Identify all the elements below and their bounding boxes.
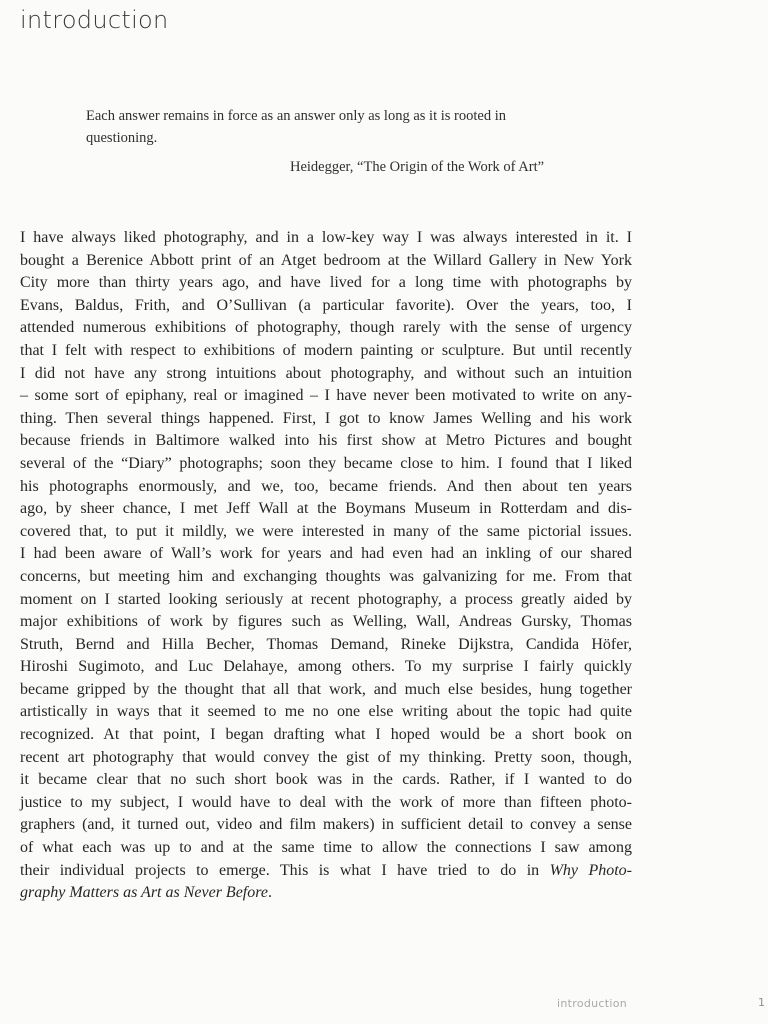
body-line: of what each was up to and at the same time to allow the connections I saw among xyxy=(20,839,632,857)
page-number: 1 xyxy=(758,996,765,1009)
body-line: moment on I started looking seriously at recent photography, a process greatly aided by xyxy=(20,590,632,608)
body-line: Hiroshi Sugimoto, and Luc Delahaye, among others. To my surprise I fairly quickly xyxy=(20,658,632,676)
book-title-text: graphy Matters as Art as Never Before xyxy=(20,884,268,902)
body-line xyxy=(20,882,632,905)
body-line: I have always liked photography, and in a low-key way I was always interested in it. I xyxy=(20,229,632,246)
running-head: introduction xyxy=(557,997,628,1010)
body-paragraph xyxy=(20,227,632,905)
body-line: thing. Then several things happened. First, I got to know James Welling and his work xyxy=(20,409,632,427)
body-line: his photographs enormously, and we, too, became friends. And then about ten years xyxy=(20,477,632,495)
chapter-title: introduction xyxy=(20,6,169,34)
body-line: several of the “Diary” photographs; soon they became close to him. I found that I liked xyxy=(20,454,632,472)
body-line: major exhibitions of work by figures such as Welling, Wall, Andreas Gursky, Thomas xyxy=(20,613,632,631)
body-line: because friends in Baltimore walked into his first show at Metro Pictures and bought xyxy=(20,432,632,450)
body-line: City more than thirty years ago, and have lived for a long time with photographs by xyxy=(20,274,632,292)
body-line: graphers (and, it turned out, video and film makers) in sufficient detail to convey a sense xyxy=(20,816,632,834)
body-line: Evans, Baldus, Frith, and O’Sullivan (a particular favorite). Over the years, too, I xyxy=(20,296,632,314)
body-line: became gripped by the thought that all that work, and much else besides, hung together xyxy=(20,680,632,698)
body-line: I did not have any strong intuitions about photography, and without such an intuition xyxy=(20,364,632,382)
body-line: artistically in ways that it seemed to me no one else writing about the topic had quite xyxy=(20,703,632,721)
book-title-text: Why Photo- xyxy=(549,861,632,879)
body-line: it became clear that no such short book was in the cards. Rather, if I wanted to do xyxy=(20,771,632,789)
body-line: concerns, but meeting him and exchanging thoughts was galvanizing for me. From that xyxy=(20,567,632,585)
body-line: covered that, to put it mildly, we were interested in many of the same pictorial issues. xyxy=(20,522,632,540)
body-line-text: their individual projects to emerge. This is what I have tried to do in xyxy=(20,861,550,879)
body-line xyxy=(20,860,632,883)
epigraph-quote: Each answer remains in force as an answer only as long as it is rooted in questioning. xyxy=(86,108,506,146)
body-line-text: . xyxy=(267,884,272,902)
body-line: recognized. At that point, I began drafting what I hoped would be a short book on xyxy=(20,726,632,744)
body-line: justice to my subject, I would have to deal with the work of more than fifteen photo- xyxy=(20,793,632,811)
body-line: – some sort of epiphany, real or imagined – I have never been motivated to write on any- xyxy=(20,387,632,405)
body-line: I had been aware of Wall’s work for years and had even had an inkling of our shared xyxy=(20,545,632,563)
body-line: ago, by sheer chance, I met Jeff Wall at the Boymans Museum in Rotterdam and dis- xyxy=(20,500,632,518)
body-line: bought a Berenice Abbott print of an Atget bedroom at the Willard Gallery in New York xyxy=(20,251,632,269)
body-line: recent art photography that would convey the gist of my thinking. Pretty soon, though, xyxy=(20,748,632,766)
body-line: that I felt with respect to exhibitions of modern painting or sculpture. But until recently xyxy=(20,341,632,359)
epigraph-attribution: Heidegger, “The Origin of the Work of Art” xyxy=(290,159,545,175)
body-line: attended numerous exhibitions of photography, though rarely with the sense of urgency xyxy=(20,319,632,337)
body-line: Struth, Bernd and Hilla Becher, Thomas Demand, Rineke Dijkstra, Candida Höfer, xyxy=(20,635,632,653)
